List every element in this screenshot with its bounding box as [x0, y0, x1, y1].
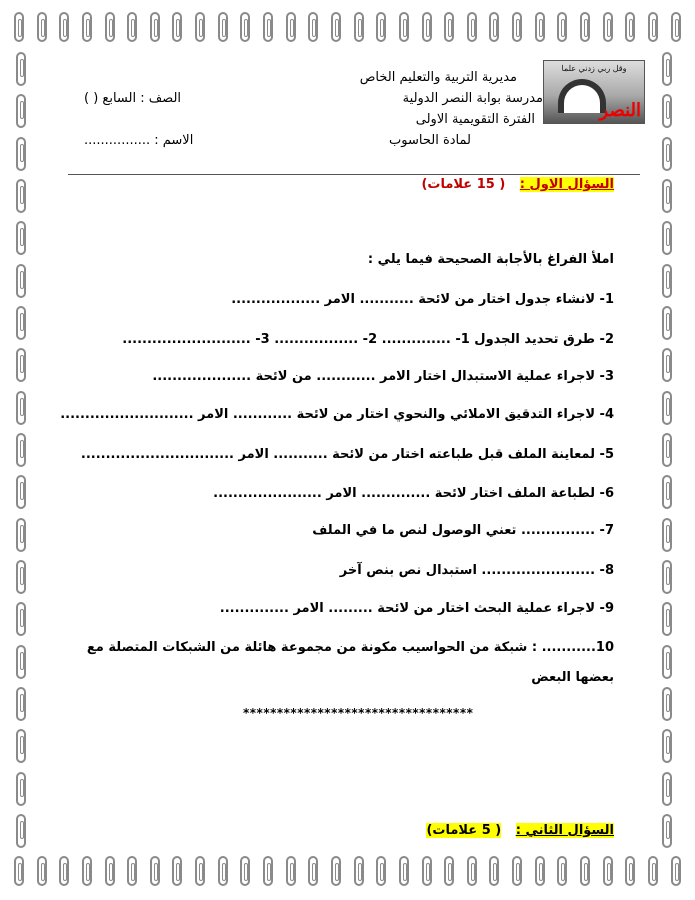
paperclip-icon — [16, 687, 26, 721]
paperclip-icon — [557, 856, 567, 886]
paperclip-icon — [16, 433, 26, 467]
paperclip-icon — [59, 12, 69, 42]
list-item: 9- لاجراء عملية البحث اختار من لائحة ......... الامر .............. — [219, 601, 614, 616]
paperclip-icon — [218, 12, 228, 42]
paperclip-icon — [308, 12, 318, 42]
paperclip-icon — [286, 856, 296, 886]
question1-marks: ( 15 علامات) — [421, 177, 506, 192]
paperclip-icon — [16, 645, 26, 679]
paperclip-icon — [240, 856, 250, 886]
paperclip-icon — [286, 12, 296, 42]
list-item: 3- لاجراء عملية الاستبدال اختار الامر ............ من لائحة .................... — [152, 369, 614, 384]
paperclip-icon — [625, 856, 635, 886]
paperclip-icon — [14, 856, 24, 886]
paperclip-icon — [662, 348, 672, 382]
list-item: 6- لطباعة الملف اختار لائحة .............. الامر ...................... — [213, 486, 614, 501]
paperclip-icon — [662, 814, 672, 848]
paperclip-icon — [662, 221, 672, 255]
paperclip-icon — [308, 856, 318, 886]
paperclip-icon — [662, 179, 672, 213]
paperclip-icon — [535, 856, 545, 886]
paperclip-icon — [16, 137, 26, 171]
paperclip-icon — [127, 12, 137, 42]
grade-field: الصف : السابع ( ) — [84, 91, 182, 106]
paperclip-icon — [671, 12, 681, 42]
paperclip-icon — [648, 12, 658, 42]
paperclip-icon — [444, 856, 454, 886]
paperclip-icon — [662, 475, 672, 509]
school-name: مدرسة بوابة النصر الدولية — [402, 91, 543, 106]
paperclip-icon — [399, 856, 409, 886]
paperclip-icon — [671, 856, 681, 886]
paperclip-icon — [16, 391, 26, 425]
paperclip-icon — [467, 12, 477, 42]
paperclip-icon — [512, 12, 522, 42]
paperclip-icon — [16, 729, 26, 763]
paperclip-icon — [16, 221, 26, 255]
paperclip-icon — [263, 12, 273, 42]
paperclip-icon — [16, 52, 26, 86]
paperclip-icon — [150, 12, 160, 42]
question2-label: السؤال الثاني : — [515, 823, 614, 838]
paperclip-icon — [354, 856, 364, 886]
paperclip-icon — [16, 772, 26, 806]
section-separator: ********************************** — [243, 706, 474, 720]
paperclip-icon — [195, 12, 205, 42]
paperclip-icon — [625, 12, 635, 42]
paperclip-icon — [648, 856, 658, 886]
paperclip-icon — [16, 814, 26, 848]
list-item: 2- طرق تحديد الجدول 1- .............. 2- ................. 3- .......................... — [122, 332, 614, 347]
period-title: الفترة التقويمية الاولى — [415, 112, 535, 127]
question1-title — [421, 177, 614, 192]
left-clip-border — [16, 52, 32, 848]
question1-instruction: املأ الفراغ بالأجابة الصحيحة فيما يلي : — [367, 252, 614, 267]
list-item: 7- ............... تعني الوصول لنص ما في الملف — [312, 523, 614, 538]
list-item: 8- ....................... استبدال نص بنص آخر — [339, 563, 614, 578]
paperclip-icon — [580, 12, 590, 42]
paperclip-icon — [662, 729, 672, 763]
paperclip-icon — [16, 306, 26, 340]
paperclip-icon — [16, 518, 26, 552]
right-clip-border — [662, 52, 678, 848]
paperclip-icon — [444, 12, 454, 42]
paperclip-icon — [218, 856, 228, 886]
paperclip-icon — [105, 12, 115, 42]
school-logo — [543, 60, 645, 124]
paperclip-icon — [354, 12, 364, 42]
list-item: 4- لاجراء التدقيق الاملائي والنحوي اختار من لائحة ............ الامر ........................... — [60, 407, 614, 422]
paperclip-icon — [662, 391, 672, 425]
paperclip-icon — [150, 856, 160, 886]
paperclip-icon — [16, 475, 26, 509]
paperclip-icon — [263, 856, 273, 886]
subject-title: لمادة الحاسوب — [389, 133, 471, 148]
list-item: 5- لمعاينة الملف قبل طباعته اختار من لائحة ........... الامر ............................... — [80, 447, 614, 462]
paperclip-icon — [82, 12, 92, 42]
paperclip-icon — [82, 856, 92, 886]
question2-title — [426, 823, 614, 838]
bottom-clip-border — [14, 856, 681, 890]
paperclip-icon — [376, 12, 386, 42]
paperclip-icon — [105, 856, 115, 886]
paperclip-icon — [127, 856, 137, 886]
top-clip-border — [14, 12, 681, 46]
paperclip-icon — [16, 94, 26, 128]
list-item: 10........... : شبكة من الحواسيب مكونة من مجموعة هائلة من الشبكات المتصلة مع بعضها البعض — [86, 640, 614, 685]
paperclip-icon — [603, 12, 613, 42]
paperclip-icon — [16, 264, 26, 298]
question2-marks: ( 5 علامات) — [426, 823, 502, 838]
paperclip-icon — [376, 856, 386, 886]
paperclip-icon — [37, 12, 47, 42]
paperclip-icon — [399, 12, 409, 42]
directorate-title: مديرية التربية والتعليم الخاص — [359, 70, 517, 85]
logo-motto: وقل ربي زدني علما — [561, 64, 627, 73]
paperclip-icon — [489, 856, 499, 886]
paperclip-icon — [662, 94, 672, 128]
paperclip-icon — [195, 856, 205, 886]
paperclip-icon — [662, 264, 672, 298]
paperclip-icon — [331, 12, 341, 42]
paperclip-icon — [662, 645, 672, 679]
paperclip-icon — [662, 560, 672, 594]
paperclip-icon — [557, 12, 567, 42]
paperclip-icon — [172, 856, 182, 886]
paperclip-icon — [172, 12, 182, 42]
paperclip-icon — [16, 560, 26, 594]
paperclip-icon — [662, 52, 672, 86]
paperclip-icon — [662, 306, 672, 340]
question1-label: السؤال الاول : — [519, 177, 614, 192]
paperclip-icon — [489, 12, 499, 42]
paperclip-icon — [662, 433, 672, 467]
paperclip-icon — [16, 348, 26, 382]
paperclip-icon — [59, 856, 69, 886]
paperclip-icon — [14, 12, 24, 42]
paperclip-icon — [580, 856, 590, 886]
paperclip-icon — [422, 856, 432, 886]
paperclip-icon — [535, 12, 545, 42]
paperclip-icon — [37, 856, 47, 886]
header-divider — [68, 174, 640, 175]
paperclip-icon — [16, 179, 26, 213]
paperclip-icon — [467, 856, 477, 886]
paperclip-icon — [662, 772, 672, 806]
paperclip-icon — [240, 12, 250, 42]
paperclip-icon — [16, 602, 26, 636]
paperclip-icon — [331, 856, 341, 886]
list-item: 1- لانشاء جدول اختار من لائحة ........... الامر .................. — [231, 292, 614, 307]
student-name-field: الاسم : ................ — [84, 133, 194, 148]
paperclip-icon — [512, 856, 522, 886]
paperclip-icon — [662, 602, 672, 636]
paperclip-icon — [662, 518, 672, 552]
paperclip-icon — [662, 137, 672, 171]
logo-name: النصر — [599, 100, 641, 121]
paperclip-icon — [422, 12, 432, 42]
paperclip-icon — [662, 687, 672, 721]
paperclip-icon — [603, 856, 613, 886]
